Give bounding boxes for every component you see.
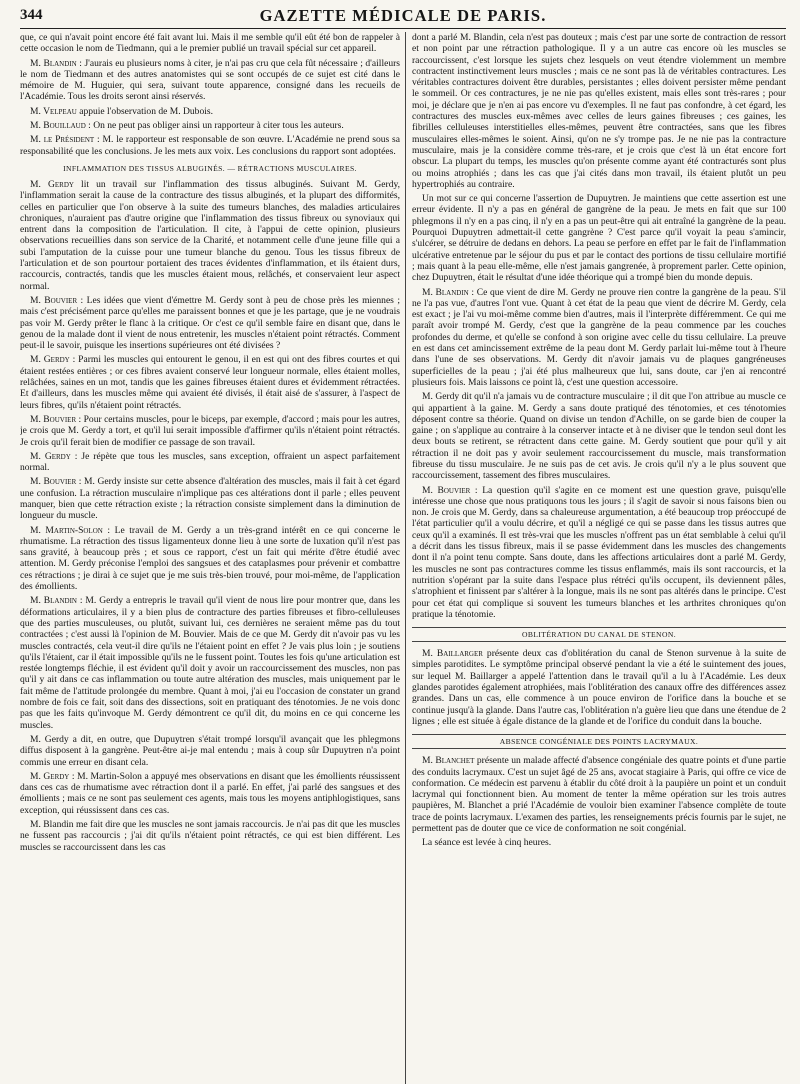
paragraph [412,485,786,621]
paragraph [20,106,400,117]
paragraph [412,193,786,283]
paragraph [20,819,400,853]
speaker-name: M. Baillarger [422,648,483,660]
paragraph [412,755,786,834]
section-title: OBLITÉRATION DU CANAL DE STENON. [412,627,786,642]
paragraph [412,32,786,190]
page-number: 344 [20,7,43,23]
text-columns [20,32,786,1084]
speaker-name: M. Bouvier : [30,294,84,306]
paragraph-text: M. Gerdy dit qu'il n'a jamais vu de contracture musculaire ; il dit que l'on attribue au muscle ce qui appartient à la gaine. M. Gerdy a sans doute pratiqué des ténotomies, et ces ténotomies déposent contre sa théorie. Quand on divise un tendon d'Achille, on se garde bien de couper la gaine ; on s'applique au contraire à la conserver intacte et à ne diviser que le tendon seul dont les deux bouts se retirent, se rétractent dans cette gaine. M. Gerdy soutient que pour qu'il y ait rétraction il ne doit pas y avoir seulement raccourcissement du muscle, mais transformation fibreuse du tissu musculaire. Je ne suis pas de cet avis. Je crois qu'il n'y a le plus souvent que raccourcissement, tassement des fibres musculaires. [412,391,786,482]
page-header [20,4,786,29]
paragraph [20,179,400,292]
speaker-name: M. Blandin : [30,57,82,69]
paragraph [20,476,400,521]
speaker-name: M. Gerdy [30,178,74,190]
paragraph-text: Parmi les muscles qui entourent le genou, il en est qui ont des fibres courtes et qui étaient restées entières ; or ces fibres avaient conservé leur longueur normale, elles étaient molles, relâchées, saines en un mot, tandis que les gaines fibreuses étaient dures et évidemment rétractées. Et d'ailleurs, dans les muscles même qui avaient été divisés, il était aisé de s'assurer, à l'aspect de leurs fibres, qu'ils n'étaient point rétractés. [20,354,400,411]
paragraph-text: lit un travail sur l'inflammation des tissus albuginés. Suivant M. Gerdy, l'inflammation serait la cause de la contracture des tissus albuginés, et la plupart des difformités, celles en particulier que l'on observe à la suite des tumeurs blanches, des maladies articulaires chroniques, n'auraient pas d'autre origine que l'inflammation des tissus fibreux ou synoviaux qui entrent dans la composition de l'articulation. Il cite, à l'appui de cette opinion, plusieurs observations recueillies dans son service de la Charité, et notamment celle d'une jeune fille qui a subi l'amputation de la cuisse pour une tumeur blanche du genou. Tous les tissus fibreux de l'articulation et de son pourtour portaient des traces évidentes d'inflammation, et ils étaient durs, raccourcis, contractés, tandis que les muscles étaient mous, relâchés, et conservaient leur aspect normal. [20,178,401,292]
speaker-name: M. Bouillaud : [30,120,91,132]
speaker-name: M. Velpeau [30,105,77,117]
speaker-name: M. Blandin : [30,595,83,607]
paragraph-text: dont a parlé M. Blandin, cela n'est pas douteux ; mais c'est par une sorte de contraction de ressort et non point par une rétraction pathologique. Il y a un autre cas encore où les muscles se raccourcissent, c'est lorsque les sujets chez lesquels on veut étendre violemment un membre contractent instinctivement leurs muscles ; mais ce ne sont pas là de véritables contractures. Les véritables contractures doivent être durables, persistantes ; elles doivent persister même pendant le sommeil. Or ces contractures, je ne nie pas qu'elles existent, mais elles sont très-rares ; pour moi, je déclare que je n'en ai pas encore vu d'exemples. Il ne faut pas confondre, à cet égard, les contractures des muscles eux-mêmes avec celles de leurs gaines fibreuses ; ces gaines, les fibrilles celluleuses interstitielles elles-mêmes, peuvent être contractées, sans que les fibres musculaires elles-mêmes le soient. Ainsi, qu'on ne s'y trompe pas. Je ne nie pas la contracture musculaire, mais je la considère comme très-rare, et je crois que c'est là un état encore fort obscur. La plupart du temps, les muscles qu'on présente comme ayant été contracturés sont plus ou moins atrophiés ; dans les cas que j'ai cités dans mon travail, ils étaient plutôt un peu hypertrophiés au contraire. [412,32,786,190]
paragraph [412,391,786,481]
paragraph [20,414,400,448]
paragraph [20,58,400,103]
paragraph [412,648,786,727]
paragraph-text: M. Gerdy a dit, en outre, que Dupuytren s'était trompé lorsqu'il avançait que les phlegmons diffus disposent à la gangrène. Peut-être ai-je mal entendu ; mais à coup sûr Dupuytren n'a point commis une erreur en disant cela. [20,733,400,768]
paragraph [20,354,400,410]
paragraph [20,451,400,474]
paragraph [20,734,400,768]
closing-line: La séance est levée à cinq heures. [422,837,552,849]
journal-title: GAZETTE MÉDICALE DE PARIS. [259,6,547,25]
paragraph-text: M. Gerdy a entrepris le travail qu'il vient de nous lire pour montrer que, dans les déformations articulaires, il y a bien plus de contracture des parties fibreuses et fibro-celluleuses que des parties musculeuses, ou plutôt, suivant lui, ces dernières ne seraient même pas du tout contractées ; c'est aussi là l'opinion de M. Bouvier. Mais de ce que M. Gerdy dit n'avoir pas vu les muscles contractés, cela veut-il dire qu'ils ne l'étaient point en effet ? Je vais plus loin ; je soutiens qu'ils l'étaient, car il était impossible qu'ils ne le fussent point. Toutes les fois qu'une articulation est restée longtemps fléchie, il est évident qu'il doit y avoir un raccourcissement des muscles, non pas qu'il y ait dans ce cas inflammation ou toute autre altération des muscles, mais uniquement par le fait même de l'attitude prolongée du membre. Quant à moi, j'ai eu l'occasion de constater un grand nombre de fois ce fait, soit dans des dissections, soit en pratiquant des ténotomies. Je ne vois donc pas que les faits qu'invoque M. Gerdy démontrent ce qu'il dit, du moins en ce qui concerne les muscles. [20,595,400,731]
speaker-name: M. Gerdy : [30,450,78,462]
paragraph-text: que, ce qui n'avait point encore été fait avant lui. Mais il me semble qu'il eût été bon de rappeler à cette occasion le nom de Tiedmann, qui a le premier publié un travail spécial sur cet appareil. [20,32,400,55]
paragraph [412,287,786,389]
right-column [406,32,786,1084]
paragraph-text: Les idées que vient d'émettre M. Gerdy sont à peu de chose près les miennes ; mais c'est précisément parce qu'elles me paraissent bonnes et que je les partage, que je ne voudrais pas voir M. Gerdy prêter le flanc à la critique. Or c'est ce qu'il semble faire en disant que, dans le genou de la malade dont il vient de nous entretenir, les muscles n'étaient point rétractés. Comment peut-il le savoir, puisque les insertions supérieures ont été divisées ? [20,294,400,352]
speaker-name: M. Gerdy : [30,354,76,366]
paragraph-text: présente deux cas d'oblitération du canal de Stenon survenue à la suite de simples parotidites. Le symptôme principal observé pendant la vie a été le suintement des joues, sur lequel M. Baillarger a appelé l'attention dans le travail qu'il a lu à l'Académie. Les deux glandes parotides également atrophiées, mais l'oblitération des canaux offre des différences assez grandes. Dans un cas, elle commence à un pouce environ de l'orifice dans la bouche et se continue jusqu'à la glande. Dans l'autre cas, l'oblitération n'a guère lieu que dans une étendue de 2 lignes ; elle est située à égale distance de la glande et de l'orifice du conduit dans la bouche. [412,648,786,727]
speaker-name: M. Martin-Solon : [30,524,111,536]
paragraph-text: Je répète que tous les muscles, sans exception, offraient un aspect parfaitement normal. [20,450,400,474]
paragraph-text: On ne peut pas obliger ainsi un rapporteur à citer tous les auteurs. [90,120,344,132]
paragraph-text: M. Gerdy insiste sur cette absence d'altération des muscles, mais il fait à cet égard une confusion. La rétraction musculaire n'implique pas ces altérations dont il parle ; elles peuvent manquer, bien que cette rétraction existe ; la rétraction consiste simplement dans la diminution de longueur du muscle. [20,476,400,522]
speaker-name: M. Bouvier : [30,413,82,425]
speaker-name: M. Bouvier : [30,476,82,488]
paragraph-text: présente un malade affecté d'absence congéniale des quatre points et d'une partie des conduits lacrymaux. C'est un sujet âgé de 25 ans, avocat stagiaire à Paris, qui offre ce vice de conformation. Ce médecin est parvenu à établir du côté droit à la paupière un point et un conduit lacrymal qui fonctionnent bien. Au moment de tenter la même opération sur les trois autres paupières, M. Blanchet a prié l'Académie de vouloir bien examiner l'absence complète de toute trace de points lacrymaux. L'examen des parties, les renseignements précis fournis par le sujet, ne permettent pas de douter que ce vice de conformation ne soit congénial. [412,755,786,834]
speaker-name: M. Gerdy : [30,770,75,782]
paragraph-text: appuie l'observation de M. Dubois. [76,105,213,117]
paragraph [20,32,400,55]
speaker-name: M. Blanchet [422,755,475,767]
paragraph-text: J'aurais eu plusieurs noms à citer, je n'ai pas cru que cela fût nécessaire ; d'ailleurs le nom de Tiedmann et des autres anatomistes qui se sont occupés de ce sujet est cité dans le mémoire de M. Huguier, qui sera, suivant toute apparence, consigné dans les recueils de l'Académie. Tous les droits seront ainsi réservés. [20,57,401,103]
paragraph-text: Un mot sur ce qui concerne l'assertion de Dupuytren. Je maintiens que cette assertion est une erreur évidente. Il n'y a pas en général de gangrène de la peau. Je mets en fait que sur 100 phlegmons il n'y en a pas cinq, il n'y en a pas un peut-être qui ait entraîné la gangrène de la peau. Pourquoi Dupuytren admettait-il cette gangrène ? C'est parce qu'il voyait la peau s'amincir, s'ulcérer, se détruire de dedans en dehors. La peau se perfore en effet par le fait de l'inflammation ulcérative entretenue par le séjour du pus et par le contact des portions de tissu cellulaire mortifié ; mais quant à la peau elle-même, elle n'est jamais gangrenée, à proprement parler. Cette opinion, chez Dupuytren, était le résultat d'une idée théorique qui a trompé bien du monde depuis. [412,193,786,284]
paragraph [20,771,400,816]
left-column [20,32,406,1084]
paragraph-text: La question qu'il s'agite en ce moment est une question grave, puisqu'elle intéresse une chose que nous pratiquons tous les jours ; il s'agit de savoir si nous faisons bien ou non. Je crois que M. Gerdy, dans sa chaleureuse argumentation, a été beaucoup trop préoccupé de l'état particulier qu'il a voulu décrire, et qu'il a négligé ce qui se passe dans les tissus autres que ceux qu'il a examinés. Il est très-vrai que les muscles n'offrent pas un état semblable à celui qu'il a décrit dans les tissus fibreux, mais il se passe évidemment dans les muscles des changements dont il n'a point tenu compte. Sans doute, dans les affections articulaires dont a parlé M. Gerdy, les muscles ne sont pas contractures comme les tissus enflammés, mais ils sont raccourcis, et la nutrition s'opérant par la suite dans l'espace plus rétréci qu'ils occupent, ils deviennent pâles, s'atrophient et finissent par s'altérer à la longue, mais ils ne sont pas altérés dans le principe. C'est pour cet état qui complique si souvent les tumeurs blanches et les arthrites chroniques qu'on pratique la ténotomie. [412,484,786,620]
paragraph [20,525,400,593]
paragraph-text: Pour certains muscles, pour le biceps, par exemple, d'accord ; mais pour les autres, je crois que M. Gerdy a tort, et qu'il lui serait impossible d'affirmer qu'ils n'étaient point rétractés. Je crois qu'il ferait bien de modifier ce passage de son travail. [20,413,400,448]
paragraph [20,134,400,157]
paragraph-text: M. le rapporteur est responsable de son œuvre. L'Académie ne prend sous sa responsabilité que les conclusions. Je les mets aux voix. Les conclusions du rapport sont adoptées. [20,134,400,157]
paragraph-text: M. Martin-Solon a appuyé mes observations en disant que les émollients réussissent dans ces cas de rhumatisme avec rétraction dont il a parlé. En effet, j'ai parlé des sangsues et des émollients ; mais ce ne sont pas seulement ces agents, mais tous les moyens antiphlogistiques, sans exception, qui réussissent dans ces cas. [20,770,400,816]
section-title: INFLAMMATION DES TISSUS ALBUGINÉS. — RÉTRACTIONS MUSCULAIRES. [63,163,357,173]
paragraph-text: Ce que vient de dire M. Gerdy ne prouve rien contre la gangrène de la peau. S'il ne l'a pas vue, d'autres l'ont vue. Quant à cet état de la peau que vient de décrire M. Gerdy, cela est exact ; je l'ai vu moi-même comme bien d'autres, mais il l'interprète différemment. Ce qui me paraît avoir trompé M. Gerdy, c'est que la gangrène de la peau commence par les couches profondes du derme, et qu'elle se confond à son origine avec celle du tissu cellulaire. La preuve en est dans cet amincissement extrême de la peau dont M. Gerdy parlait lui-même tout à l'heure dans l'une de ses observations. M. Gerdy dit n'avoir jamais vu de plaques gangréneuses superficielles de la peau ; j'ai été plus malheureux que lui, sans doute, car j'en ai rencontré plusieurs fois. Mais laissons ce point là, c'est une question accessoire. [412,286,786,388]
speaker-name: M. le Président : [30,134,100,146]
paragraph-text: M. Blandin me fait dire que les muscles ne sont jamais raccourcis. Je n'ai pas dit que les muscles ne fussent pas raccourcis ; j'ai dit qu'ils n'étaient point rétractés, ce qui est bien différent. Les muscles se raccourcissent dans les cas [20,819,400,853]
speaker-name: M. Bouvier : [422,484,478,496]
section-title: ABSENCE CONGÉNIALE DES POINTS LACRYMAUX. [412,734,786,749]
paragraph [20,120,400,131]
paragraph-text: Le travail de M. Gerdy a un très-grand intérêt en ce qui concerne le rhumatisme. La rétraction des tissus ligamenteux donne lieu à une sorte de luxation qu'il n'est pas sans gravité, à beaucoup près ; et sous ce rapport, c'est un fait qui mérite d'être étudié avec attention. M. Gerdy préconise l'emploi des sangsues et des cataplasmes pour prévenir et combattre ces rétractions ; je dirai à ce sujet que je me suis très-bien trouvé, pour moi-même, de l'application des émollients. [20,524,400,593]
paragraph [20,595,400,731]
paragraph [20,295,400,351]
speaker-name: M. Blandin : [422,286,475,298]
